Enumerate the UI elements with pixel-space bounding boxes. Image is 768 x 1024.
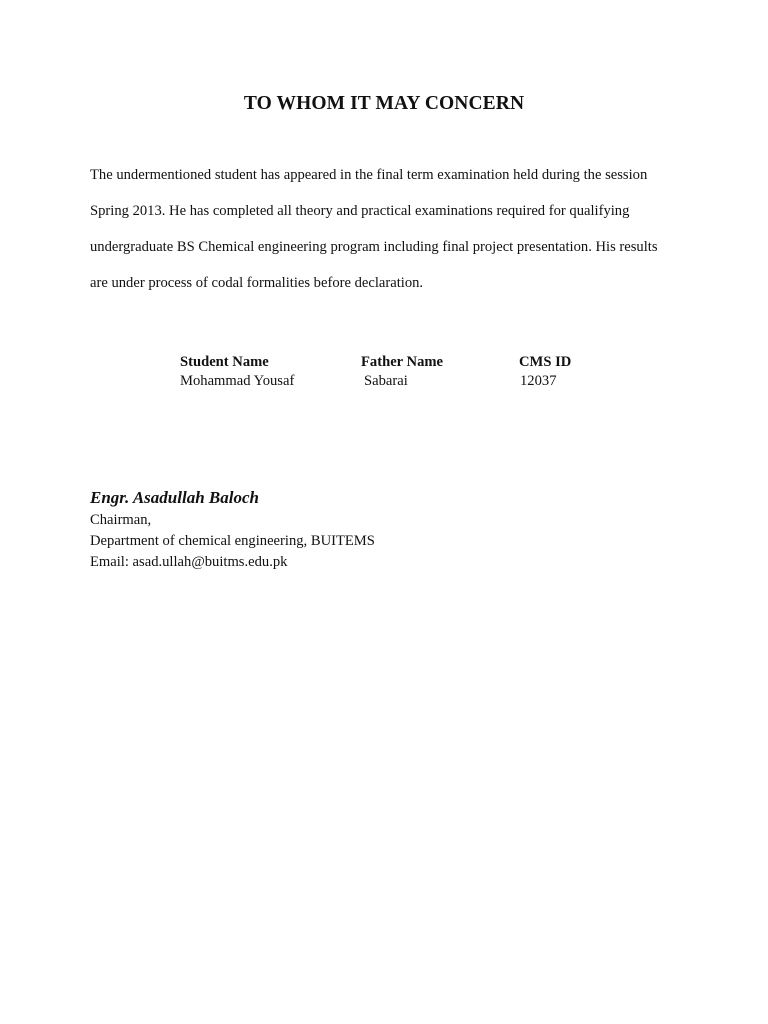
paragraph-line: are under process of codal formalities before declaration. [90,275,424,291]
signature-block [90,486,375,573]
student-name-value: Mohammad Yousaf [180,373,295,389]
cms-id-header: CMS ID [519,354,572,370]
cms-id-column [519,353,571,391]
paragraph-line: Spring 2013. He has completed all theory and practical examinations required for qualifying [90,203,630,219]
signatory-designation: Chairman, [90,512,152,528]
father-name-value: Sabarai [364,373,408,389]
signatory-department: Department of chemical engineering, BUITEMS [90,533,375,549]
body-paragraph [90,161,690,305]
signatory-name: Engr. Asadullah Baloch [90,488,259,507]
document-title: TO WHOM IT MAY CONCERN [243,93,525,114]
signatory-email: Email: asad.ullah@buitms.edu.pk [90,554,288,570]
student-name-column [180,353,294,391]
father-name-column [361,353,443,391]
paragraph-line: undergraduate BS Chemical engineering program including final project presentation. His results [90,239,658,255]
paragraph-line: The undermentioned student has appeared in the final term examination held during the session [90,167,648,183]
cms-id-value: 12037 [520,373,557,389]
student-name-header: Student Name [180,354,269,370]
father-name-header: Father Name [361,354,443,370]
